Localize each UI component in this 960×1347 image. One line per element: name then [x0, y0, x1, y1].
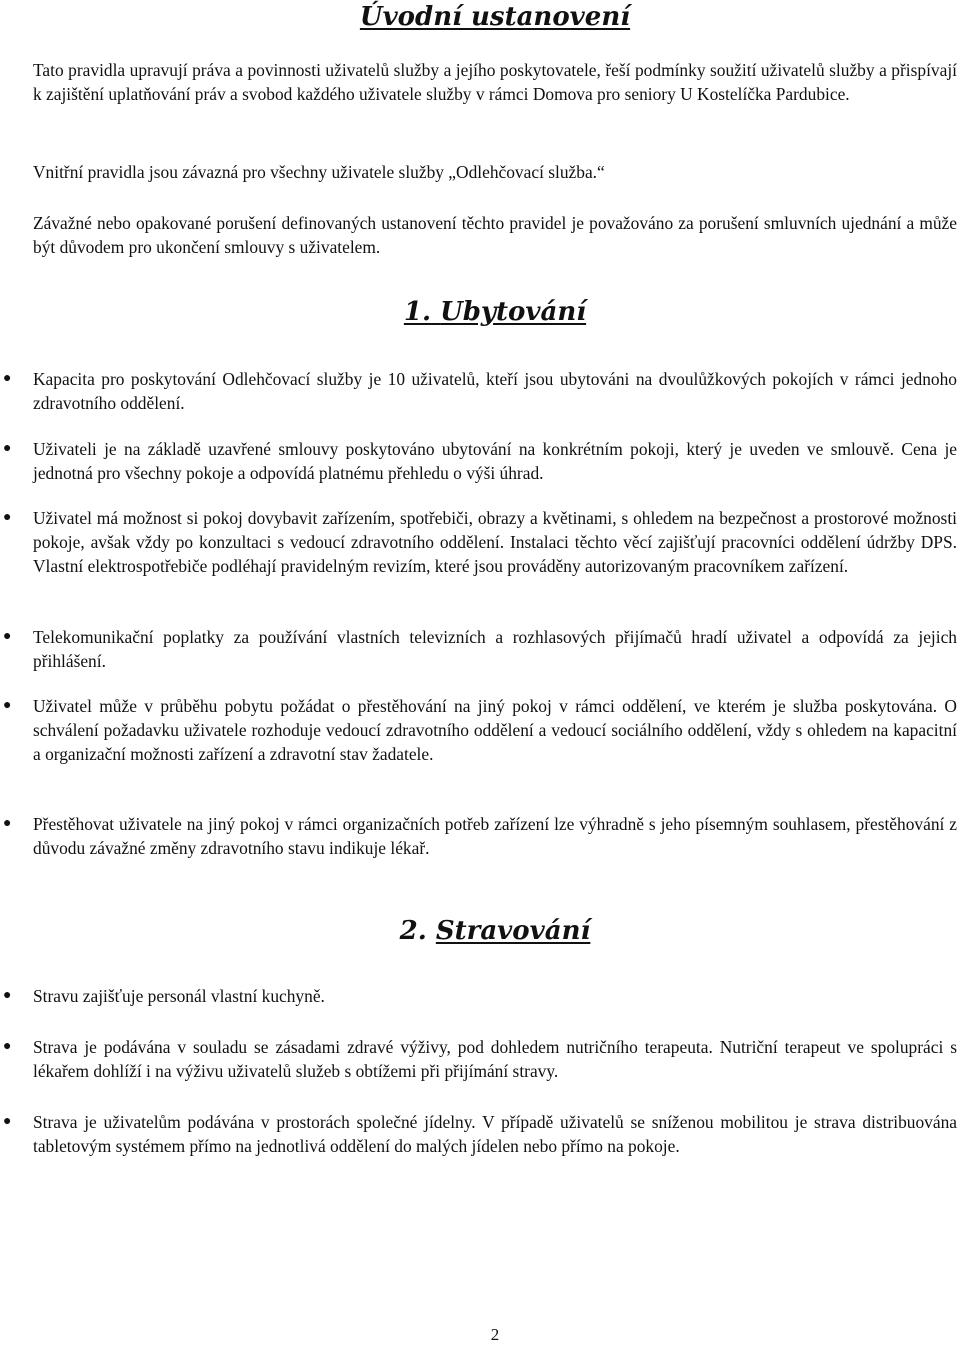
- bullet-icon: ●: [3, 1114, 12, 1129]
- bullet-icon: ●: [3, 816, 12, 831]
- section2-number: 2.: [399, 916, 427, 946]
- intro-title: Úvodní ustanovení: [359, 2, 631, 32]
- list-item: [3, 812, 957, 860]
- list-item-text: Uživatel má možnost si pokoj dovybavit zařízením, spotřebiči, obrazy a květinami, s ohledem na bezpečnost a prostorové možnosti pokoje, avšak vždy po konzultaci s vedoucí zdravotního oddělení. Instalaci těchto věcí zajišťují pracovníci oddělení údržby DPS. Vlastní elektrospotřebiče podléhají pravidelným revizím, které jsou prováděny autorizovaným pracovníkem zařízení.: [33, 508, 957, 576]
- intro-paragraph-3: Závažné nebo opakované porušení definovaných ustanovení těchto pravidel je považováno za porušení smluvních ujednání a může být důvodem pro ukončení smlouvy s uživatelem.: [33, 213, 957, 257]
- intro-paragraph-2: Vnitřní pravidla jsou závazná pro všechny uživatele služby „Odlehčovací služba.“: [33, 162, 605, 182]
- bullet-icon: ●: [3, 441, 12, 456]
- section1-heading: [33, 297, 957, 328]
- list-item-text: Stravu zajišťuje personál vlastní kuchyně.: [33, 986, 325, 1006]
- list-item: [3, 1035, 957, 1083]
- bullet-icon: ●: [3, 629, 12, 644]
- list-item-text: Strava je uživatelům podávána v prostorách společné jídelny. V případě uživatelů se sníženou mobilitou je strava distribuována tabletovým systémem přímo na jednotlivá oddělení do malých jídelen nebo přímo na pokoje.: [33, 1112, 957, 1156]
- intro-paragraph-1: Tato pravidla upravují práva a povinnosti uživatelů služby a jejího poskytovatele, řeší podmínky soužití uživatelů služby a přispívají k zajištění uplatňování práv a svobod každého uživatele služby v rámci Domova pro seniory U Kostelíčka Pardubice.: [33, 60, 957, 104]
- bullet-icon: ●: [3, 988, 12, 1003]
- section1-number: 1.: [403, 297, 432, 327]
- bullet-icon: ●: [3, 698, 12, 713]
- bullet-icon: ●: [3, 1039, 12, 1054]
- list-item: [3, 1110, 957, 1158]
- list-item: [3, 437, 957, 485]
- intro-heading: [33, 2, 957, 33]
- list-item: [3, 367, 957, 415]
- bullet-icon: ●: [3, 510, 12, 525]
- list-item-text: Kapacita pro poskytování Odlehčovací služby je 10 uživatelů, kteří jsou ubytováni na dvoulůžkových pokojích v rámci jednoho zdravotního oddělení.: [33, 369, 957, 413]
- list-item-text: Uživateli je na základě uzavřené smlouvy poskytováno ubytování na konkrétním pokoji, který je uveden ve smlouvě. Cena je jednotná pro všechny pokoje a odpovídá platnému přehledu o výši úhrad.: [33, 439, 957, 483]
- list-item: [3, 694, 957, 766]
- list-item-text: Telekomunikační poplatky za používání vlastních televizních a rozhlasových přijímačů hradí uživatel a odpovídá za jejich přihlášení.: [33, 627, 957, 671]
- section2-title: Stravování: [435, 916, 591, 946]
- list-item: [3, 984, 957, 1008]
- list-item-text: Strava je podávána v souladu se zásadami zdravé výživy, pod dohledem nutričního terapeuta. Nutriční terapeut ve spolupráci s lékařem dohlíží i na výživu uživatelů služeb s obtížemi při přijímání stravy.: [33, 1037, 957, 1081]
- section1-title: Ubytování: [440, 297, 587, 327]
- list-item-text: Přestěhovat uživatele na jiný pokoj v rámci organizačních potřeb zařízení lze výhradně s jeho písemným souhlasem, přestěhování z důvodu závažné změny zdravotního stavu indikuje lékař.: [33, 814, 957, 858]
- list-item: [3, 506, 957, 578]
- page-number: 2: [490, 1325, 500, 1344]
- section2-heading: [33, 916, 957, 947]
- list-item: [3, 625, 957, 673]
- list-item-text: Uživatel může v průběhu pobytu požádat o přestěhování na jiný pokoj v rámci oddělení, ve kterém je služba poskytována. O schválení požadavku uživatele rozhoduje vedoucí zdravotního oddělení a vedoucí sociálního oddělení, vždy s ohledem na kapacitní a organizační možnosti zařízení a zdravotní stav žadatele.: [33, 696, 957, 764]
- bullet-icon: ●: [3, 371, 12, 386]
